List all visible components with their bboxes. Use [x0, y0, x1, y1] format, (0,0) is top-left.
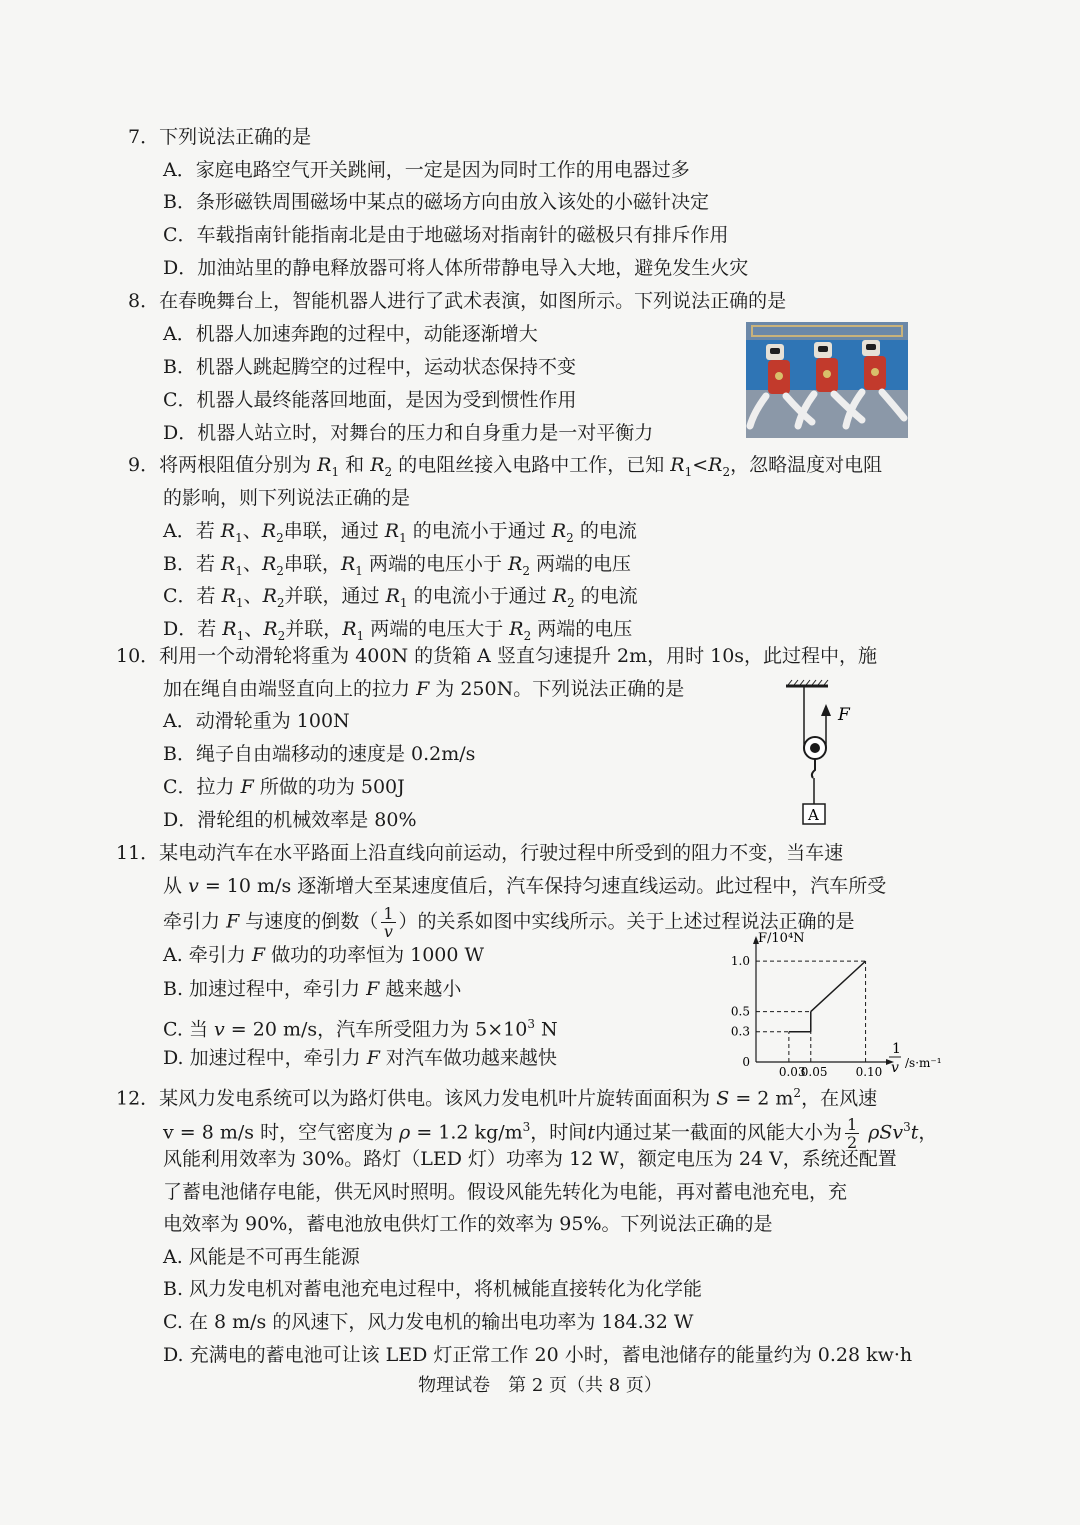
stem-text: 与速度的倒数（: [245, 910, 379, 933]
sub-2: 2: [523, 628, 532, 643]
force-vs-reciprocal-velocity-chart: [720, 926, 960, 1081]
q9-stem-part: ，忽略温度对电阻: [730, 454, 883, 476]
force-label: F: [838, 705, 850, 725]
sub-1: 1: [399, 530, 407, 545]
stem-text: 加在绳自由端竖直向上的拉力: [163, 678, 411, 700]
opt-text: 并联，: [285, 618, 343, 640]
opt-text: D．若: [163, 618, 217, 640]
var-r: R: [221, 553, 236, 575]
page-footer: 物理试卷 第 2 页（共 8 页）: [418, 1375, 662, 1396]
cargo-box-label: A: [808, 806, 819, 824]
var-f: F: [226, 910, 240, 933]
q8-option-c: C．机器人最终能落回地面，是因为受到惯性作用: [163, 389, 577, 411]
sub-1: 1: [684, 464, 693, 479]
opt-text: 做功的功率恒为 1000 W: [271, 944, 485, 966]
stem-text: v = 8 m/s 时，空气密度为: [163, 1121, 394, 1144]
q12-stem-line3: 风能利用效率为 30%。路灯（LED 灯）功率为 12 W，额定电压为 24 V，系统还配置: [163, 1148, 897, 1170]
q10-option-a: A．动滑轮重为 100N: [163, 710, 350, 732]
sub-2: 2: [384, 464, 393, 479]
q7-option-a: A．家庭电路空气开关跳闸，一定是因为同时工作的用电器过多: [163, 159, 690, 181]
q7-stem: 7．下列说法正确的是: [128, 126, 312, 148]
opt-text: 所做的功为 500J: [259, 776, 405, 798]
frac-den: 2: [846, 1132, 858, 1152]
frac-den: [381, 923, 395, 940]
opt-text: B. 加速过程中，牵引力: [163, 978, 361, 1000]
sub-1: 1: [355, 563, 363, 578]
chart-y-tick-label: 0.5: [730, 1004, 750, 1019]
q7-option-b: B．条形磁铁周围磁场中某点的磁场方向由放入该处的小磁针决定: [163, 191, 709, 213]
q10-option-b: B．绳子自由端移动的速度是 0.2m/s: [163, 743, 476, 765]
comma: 、: [243, 585, 263, 607]
q10-option-d: D．滑轮组的机械效率是 80%: [163, 809, 417, 831]
q11-option-c: [163, 1009, 558, 1044]
stem-text: 牵引力: [163, 910, 221, 933]
q11-option-a: [163, 940, 484, 970]
q9-stem-line2: 的影响，则下列说法正确的是: [163, 487, 411, 509]
var-r: R: [708, 454, 723, 476]
opt-text: B．若: [163, 553, 215, 575]
stem-text: ，时间: [530, 1121, 588, 1144]
chart-tick-labels: [731, 954, 882, 1079]
var-r: R: [262, 585, 277, 607]
opt-text: 的电流小于通过: [412, 520, 546, 542]
var-t: t: [910, 1121, 919, 1144]
pulley-axle: [810, 743, 820, 753]
opt-text: 对汽车做功越来越快: [385, 1047, 557, 1069]
chart-y-tick-label: 0.3: [730, 1024, 750, 1039]
var-rho: ρ: [399, 1121, 411, 1144]
var-r: R: [220, 520, 236, 542]
var-v: v: [214, 1018, 225, 1041]
var-v: v: [383, 922, 393, 941]
chart-x-label-num: 1: [892, 1041, 901, 1057]
q9-option-a: [163, 516, 637, 553]
opt-text: 的电流小于通过: [413, 585, 547, 607]
sub-1: 1: [399, 595, 408, 610]
stem-text: = 2 m: [735, 1087, 794, 1110]
ceiling-hatch: [788, 680, 828, 685]
chart-x-tick-label: 0.03: [778, 1065, 806, 1079]
opt-text: A. 牵引力: [163, 944, 246, 966]
var-r: R: [342, 618, 357, 640]
opt-text: A．若: [163, 520, 215, 542]
opt-text: 并联，通过: [284, 585, 380, 607]
q8-option-a: A．机器人加速奔跑的过程中，动能逐渐增大: [163, 323, 538, 345]
sub-2: 2: [277, 628, 286, 643]
q7-option-d: D．加油站里的静电释放器可将人体所带静电导入大地，避免发生火灾: [163, 257, 749, 279]
var-r: R: [221, 585, 236, 607]
sub-2: 2: [722, 464, 731, 479]
stem-text: ，: [918, 1121, 938, 1144]
sub-2: 2: [276, 563, 284, 578]
opt-text: 串联，通过: [283, 520, 379, 542]
pulley-diagram: [780, 678, 870, 828]
sup-3: 3: [522, 1120, 531, 1134]
opt-text: 两端的电压小于: [368, 553, 502, 575]
chart-solid-line: [789, 961, 866, 1032]
q10-stem-line2: [163, 674, 684, 704]
chart-x-label-unit: /s·m⁻¹: [905, 1056, 942, 1070]
var-s: S: [716, 1087, 730, 1110]
var-t: t: [587, 1121, 595, 1144]
q11-option-d: [163, 1043, 557, 1073]
hook-icon: [812, 759, 815, 778]
chart-y-axis-label: F/10⁴N: [758, 931, 805, 946]
var-r: R: [385, 585, 400, 607]
var-f: F: [366, 1047, 380, 1069]
comma: 、: [244, 618, 264, 640]
q11-option-b: [163, 974, 461, 1004]
sub-2: 2: [276, 595, 285, 610]
var-r: R: [551, 520, 567, 542]
var-r: R: [263, 618, 278, 640]
opt-text: 的电流: [579, 520, 637, 542]
sub-2: 2: [566, 530, 574, 545]
frac-num: 1: [383, 904, 394, 923]
opt-text: C．若: [163, 585, 216, 607]
opt-text: 两端的电压大于: [370, 618, 504, 640]
sub-1: 1: [235, 595, 244, 610]
var-r: R: [261, 553, 277, 575]
q11-stem-line1: 11．某电动汽车在水平路面上沿直线向前运动，行驶过程中所受到的阻力不变，当车速: [116, 842, 844, 864]
q8-option-b: B．机器人跳起腾空的过程中，运动状态保持不变: [163, 356, 576, 378]
chart-x-tick-label: 0.05: [800, 1065, 828, 1079]
q9-number: 9．: [128, 454, 160, 476]
sup-3: 3: [903, 1120, 911, 1134]
reciprocal-fraction: [381, 905, 395, 940]
opt-text: 两端的电压: [536, 553, 632, 575]
stem-text: = 10 m/s 逐渐增大至某速度值后，汽车保持匀速直线运动。此过程中，汽车所受: [204, 875, 887, 897]
formula: ρSv: [868, 1121, 904, 1144]
opt-text: 串联，: [283, 553, 341, 575]
q12-option-d: D. 充满电的蓄电池可让该 LED 灯正常工作 20 小时，蓄电池储存的能量约为 0.28 kw·h: [163, 1344, 913, 1366]
sub-1: 1: [236, 628, 245, 643]
sub-2: 2: [522, 563, 530, 578]
chart-y-tick-label: 1.0: [730, 954, 750, 969]
opt-text: D. 加速过程中，牵引力: [163, 1047, 361, 1069]
q9-stem-part: 的电阻丝接入电路中工作，已知: [398, 454, 665, 476]
var-r: R: [509, 618, 524, 640]
var-r: R: [508, 553, 523, 575]
q9-option-c: [163, 581, 638, 618]
var-r: R: [340, 553, 356, 575]
var-f: F: [240, 776, 254, 798]
force-arrow-icon: [821, 704, 831, 716]
opt-text: N: [535, 1018, 558, 1041]
chart-x-tick-label: 0.10: [855, 1065, 883, 1079]
comma: 、: [242, 520, 262, 542]
sub-1: 1: [331, 464, 340, 479]
q9-stem-part: 将两根阻值分别为: [159, 454, 312, 476]
q9-stem-part: 和: [345, 454, 365, 476]
comma: 、: [242, 553, 262, 575]
stem-text: ）的关系如图中实线所示。关于上述过程说法正确的是: [398, 910, 855, 933]
opt-text: = 20 m/s，汽车所受阻力为 5×10: [230, 1018, 528, 1041]
var-r: R: [670, 454, 685, 476]
q10-option-c: [163, 772, 405, 802]
q7-option-c: C．车载指南针能指南北是由于地磁场对指南针的磁极只有排斥作用: [163, 224, 729, 246]
frac-num: 1: [846, 1114, 858, 1134]
sub-2: 2: [276, 530, 284, 545]
sup-3: 3: [527, 1017, 535, 1031]
sub-1: 1: [356, 628, 365, 643]
var-f: F: [251, 944, 266, 966]
stem-text: = 1.2 kg/m: [416, 1121, 523, 1144]
q8-stem: 8．在春晚舞台上，智能机器人进行了武术表演，如图所示。下列说法正确的是: [128, 290, 787, 312]
stem-text: ，在风速: [801, 1087, 878, 1110]
q12-stem-line5: 电效率为 90%，蓄电池放电供灯工作的效率为 95%。下列说法正确的是: [163, 1213, 773, 1235]
var-r: R: [370, 454, 385, 476]
q10-stem-line1: 10．利用一个动滑轮将重为 400N 的货箱 A 竖直匀速提升 2m，用时 10s，此过程中，施: [116, 645, 878, 667]
sub-1: 1: [235, 563, 243, 578]
var-r: R: [222, 618, 237, 640]
opt-text: C．拉力: [163, 776, 235, 798]
q12-option-a: A. 风能是不可再生能源: [163, 1246, 360, 1268]
stem-text: 为 250N。下列说法正确的是: [435, 678, 685, 700]
opt-text: 的电流: [580, 585, 638, 607]
var-r: R: [384, 520, 400, 542]
q8-option-d: D．机器人站立时，对舞台的压力和自身重力是一对平衡力: [163, 422, 654, 444]
var-r: R: [317, 454, 332, 476]
chart-series-segment: [811, 961, 866, 1011]
q12-stem-line1: [116, 1078, 877, 1113]
var-r: R: [552, 585, 567, 607]
q9-stem-line1: [128, 450, 882, 487]
q12-option-c: C. 在 8 m/s 的风速下，风力发电机的输出电功率为 184.32 W: [163, 1311, 694, 1333]
opt-text: C. 当: [163, 1018, 208, 1041]
stem-text: 12．某风力发电系统可以为路灯供电。该风力发电机叶片旋转面面积为: [116, 1087, 711, 1110]
chart-x-label-den: v: [891, 1060, 899, 1076]
chart-y-tick-label: 0: [742, 1055, 750, 1069]
var-v: v: [188, 875, 199, 897]
stem-text: 从: [163, 875, 183, 897]
q11-stem-line2: [163, 871, 886, 901]
var-f: F: [416, 678, 430, 700]
stem-text: 内通过某一截面的风能大小为: [594, 1121, 842, 1144]
sub-1: 1: [235, 530, 243, 545]
sup-2: 2: [793, 1086, 802, 1100]
q12-option-b: B. 风力发电机对蓄电池充电过程中，将机械能直接转化为化学能: [163, 1278, 703, 1300]
var-r: R: [261, 520, 277, 542]
opt-text: 越来越小: [385, 978, 462, 1000]
opt-text: 两端的电压: [537, 618, 633, 640]
sub-2: 2: [566, 595, 575, 610]
robot-performance-photo: [746, 322, 908, 438]
less-than: <: [692, 454, 709, 476]
q12-stem-line4: 了蓄电池储存电能，供无风时照明。假设风能先转化为电能，再对蓄电池充电，充: [163, 1181, 848, 1203]
var-f: F: [366, 978, 380, 1000]
